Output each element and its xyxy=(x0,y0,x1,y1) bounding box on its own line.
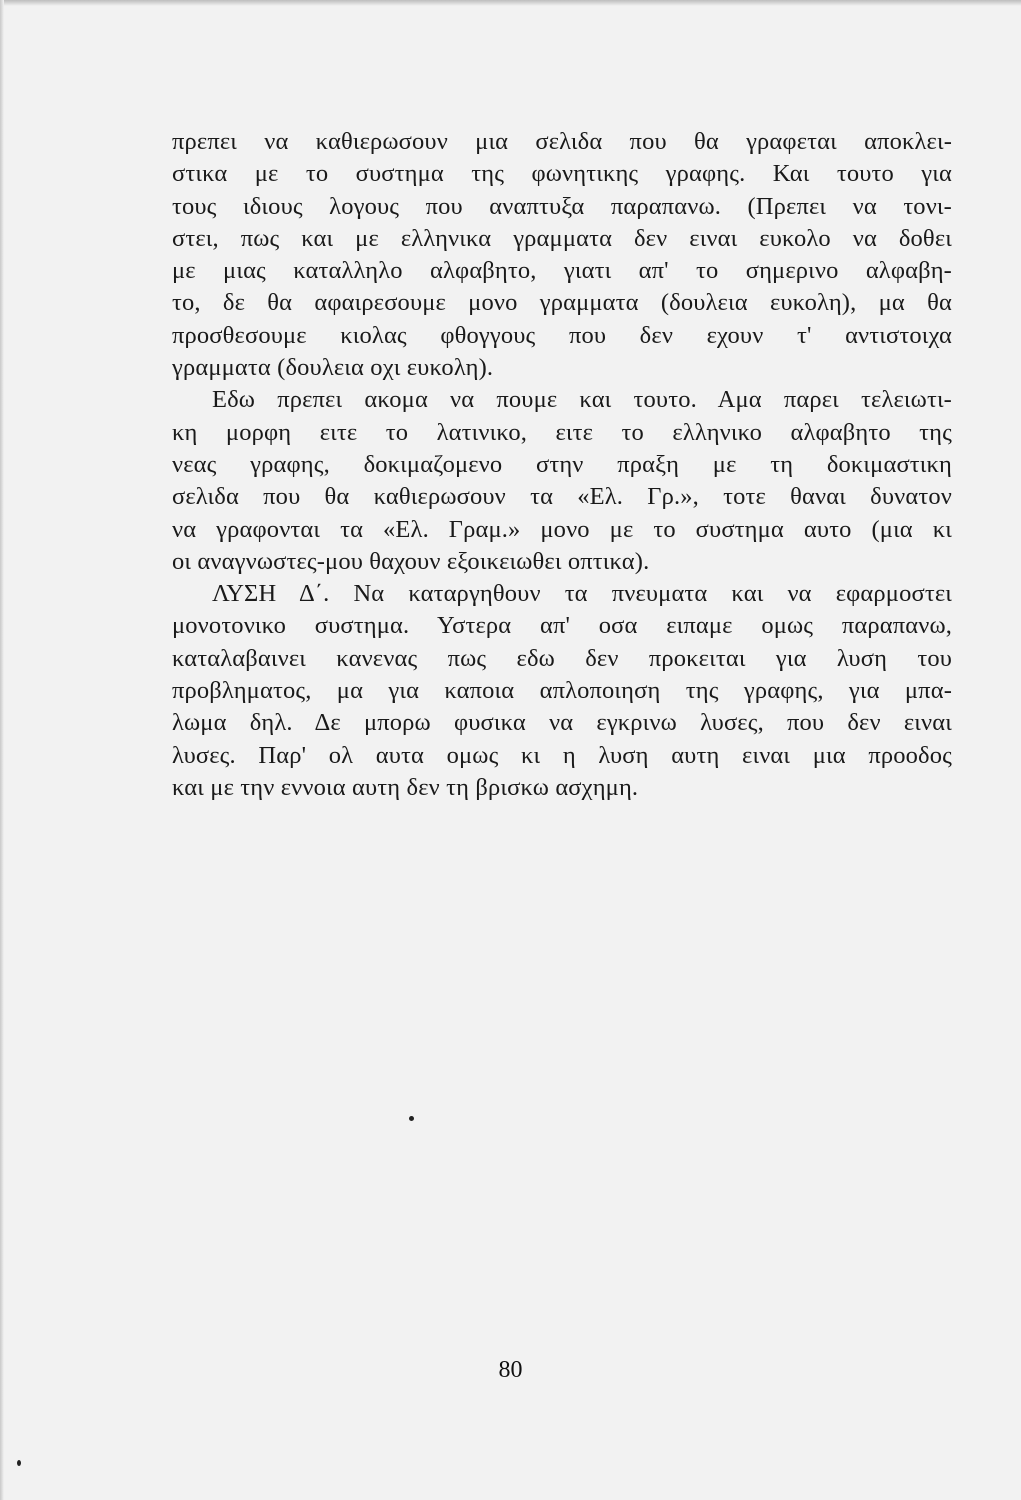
text-line: σελιδα που θα καθιερωσουν τα «Ελ. Γρ.», τοτε θαναι δυνατον xyxy=(172,483,952,511)
text-line: μονοτονικο συστημα. Υστερα απ' οσα ειπαμε ομως παραπανω, xyxy=(172,612,952,640)
text-line: στει, πως και με ελληνικα γραμματα δεν ειναι ευκολο να δοθει xyxy=(172,224,952,252)
ink-speck xyxy=(409,1116,414,1121)
page-top-edge-shadow xyxy=(0,0,1021,6)
text-line: γραμματα (δουλεια οχι ευκολη). xyxy=(172,354,494,382)
text-line: λυσες. Παρ' ολ αυτα ομως κι η λυση αυτη ειναι μια προοδος xyxy=(172,741,952,769)
text-line: και με την εννοια αυτη δεν τη βρισκω ασχημη. xyxy=(172,773,639,801)
text-line: προσθεσουμε κιολας φθογγους που δεν εχουν τ' αντιστοιχα xyxy=(172,321,952,349)
body-text xyxy=(172,126,952,804)
page-number: 80 xyxy=(498,1357,523,1383)
text-line: λωμα δηλ. Δε μπορω φυσικα να εγκρινω λυσες, που δεν ειναι xyxy=(172,709,952,737)
text-line: ΛΥΣΗ Δ΄. Να καταργηθουν τα πνευματα και να εφαρμοστει xyxy=(212,580,952,608)
text-line: οι αναγνωστες-μου θαχουν εξοικειωθει οπτικα). xyxy=(172,547,650,575)
ink-speck xyxy=(17,1460,21,1466)
text-line: το, δε θα αφαιρεσουμε μονο γραμματα (δουλεια ευκολη), μα θα xyxy=(172,289,952,317)
text-line: καταλαβαινει κανενας πως εδω δεν προκειται για λυση του xyxy=(172,644,952,672)
text-line: τους ιδιους λογους που αναπτυξα παραπανω. (Πρεπει να τονι- xyxy=(172,192,952,220)
page-left-edge-shadow xyxy=(0,0,4,1500)
text-line: στικα με το συστημα της φωνητικης γραφης. Και τουτο για xyxy=(172,160,952,188)
text-line: Εδω πρεπει ακομα να πουμε και τουτο. Αμα παρει τελειωτι- xyxy=(212,386,952,414)
text-line: να γραφονται τα «Ελ. Γραμ.» μονο με το συστημα αυτο (μια κι xyxy=(172,515,952,543)
text-line: νεας γραφης, δοκιμαζομενο στην πραξη με τη δοκιμαστικη xyxy=(172,450,952,478)
text-line: πρεπει να καθιερωσουν μια σελιδα που θα γραφεται αποκλει- xyxy=(172,128,952,155)
text-line: προβληματος, μα για καποια απλοποιηση της γραφης, για μπα- xyxy=(172,677,952,705)
text-line: κη μορφη ειτε το λατινικο, ειτε το ελληνικο αλφαβητο της xyxy=(172,418,952,446)
text-line: με μιας καταλληλο αλφαβητο, γιατι απ' το σημερινο αλφαβη- xyxy=(172,257,952,285)
